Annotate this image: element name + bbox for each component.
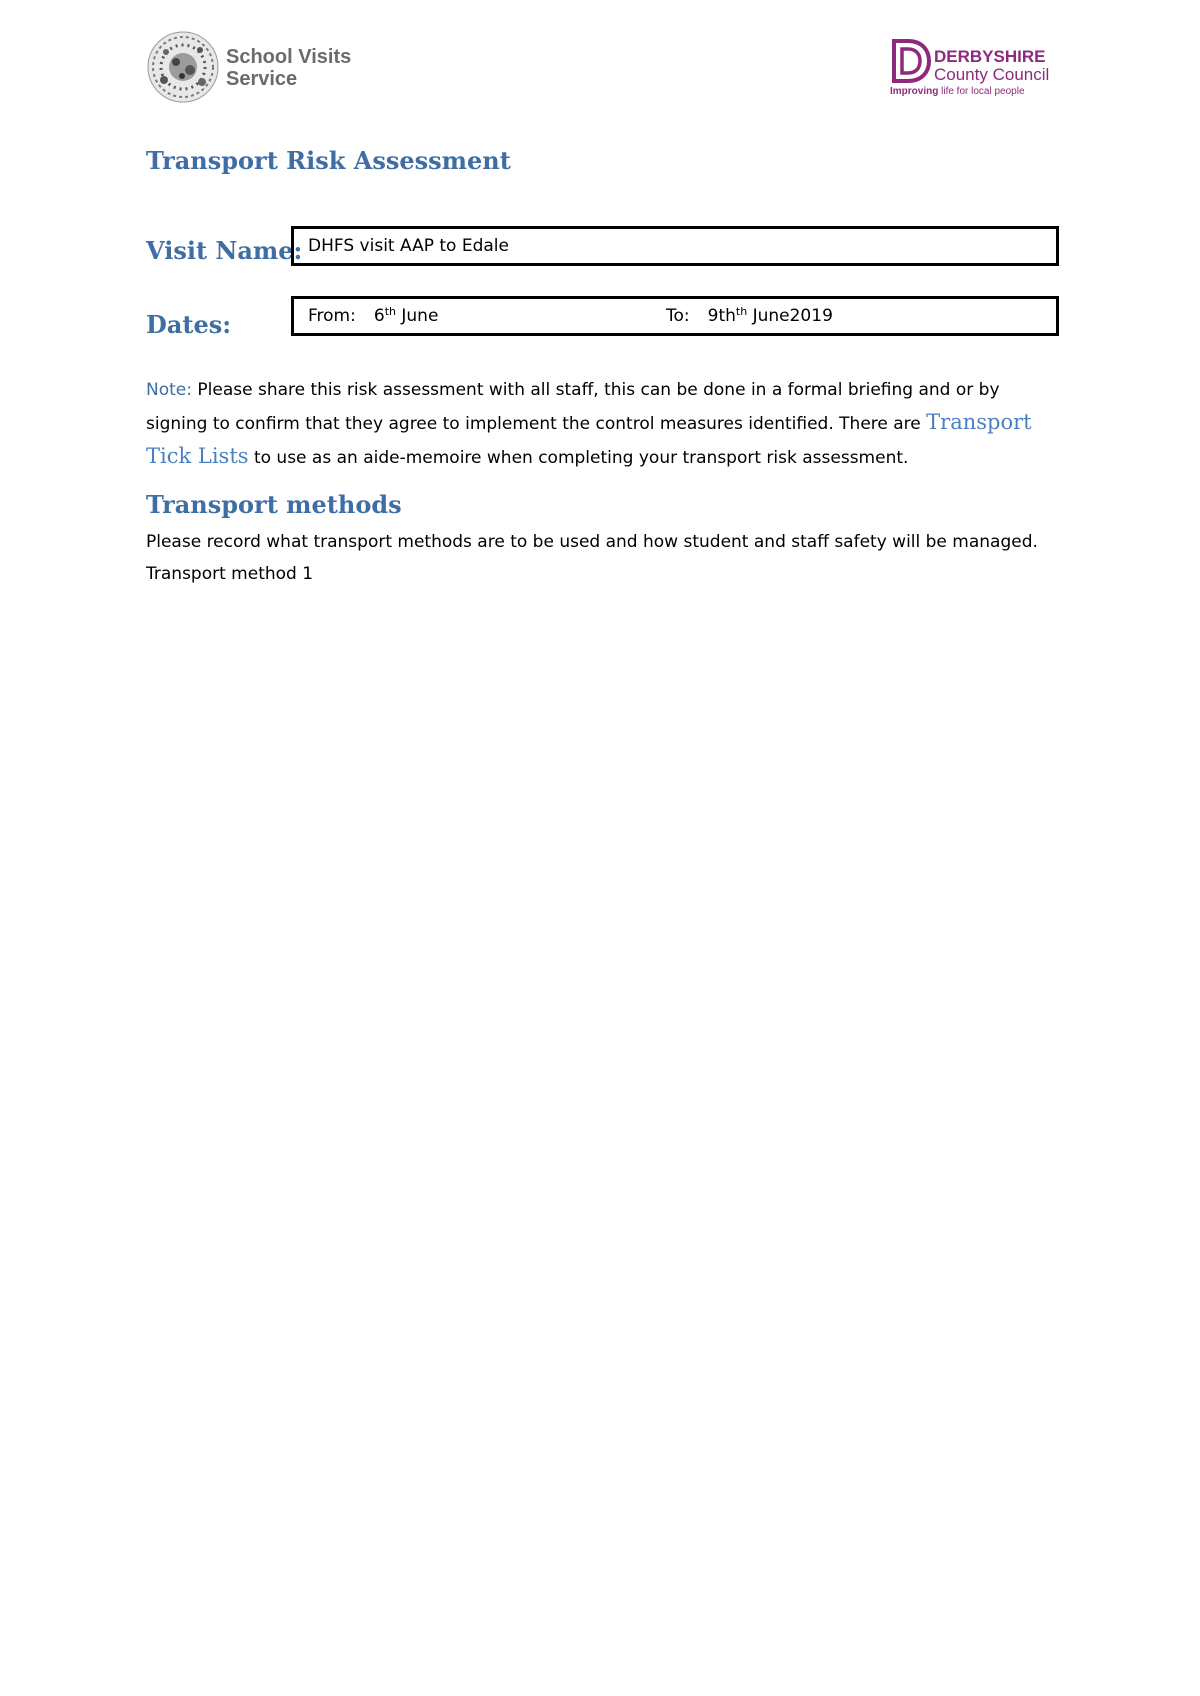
derbyshire-d-icon [890, 38, 932, 84]
transport-methods-text: Please record what transport methods are to be used and how student and staff safety will be managed. Transport method 1 [146, 532, 1038, 584]
visit-name-label: Visit Name: [146, 236, 303, 265]
visit-name-field[interactable] [291, 226, 1059, 266]
note-text-2: to use as an aide-memoire when completing your transport risk assessment. [253, 448, 909, 468]
dcc-tagline [890, 86, 1025, 98]
dcc-tagline-rest: life for local people [941, 86, 1025, 97]
svs-line1: School Visits [226, 46, 352, 68]
from-label: From: [308, 306, 356, 326]
from-month: June [401, 306, 439, 326]
dates-label: Dates: [146, 310, 232, 339]
from-suffix: th [384, 305, 396, 318]
dcc-tagline-bold: Improving [890, 86, 939, 97]
document-title: Transport Risk Assessment [146, 146, 511, 175]
transport-tick-lists-link[interactable]: Transport Tick Lists [146, 410, 1032, 468]
note-paragraph [146, 374, 1066, 474]
to-label: To: [666, 306, 690, 326]
school-visits-emblem-icon [146, 30, 220, 104]
to-day: 9th [707, 306, 736, 326]
derbyshire-county-council-logo [890, 36, 1060, 100]
school-visits-service-logo [146, 30, 386, 104]
date-from [308, 299, 438, 333]
to-rest: June2019 [752, 306, 833, 326]
transport-methods-heading: Transport methods [146, 490, 402, 519]
note-text-1: Please share this risk assessment with all staff, this can be done in a formal briefing and or by signing to confirm that they agree to implement the control measures identified. There are [146, 380, 1000, 434]
dates-field[interactable] [291, 296, 1059, 336]
dcc-name: DERBYSHIRE [934, 47, 1046, 66]
note-lead: Note: [146, 380, 192, 400]
visit-name-value: DHFS visit AAP to Edale [308, 236, 509, 256]
to-suffix: th [735, 305, 748, 318]
svs-line2: Service [226, 68, 298, 90]
date-to [666, 299, 833, 333]
from-day: 6 [373, 306, 385, 326]
dcc-subtitle: County Council [934, 65, 1050, 84]
